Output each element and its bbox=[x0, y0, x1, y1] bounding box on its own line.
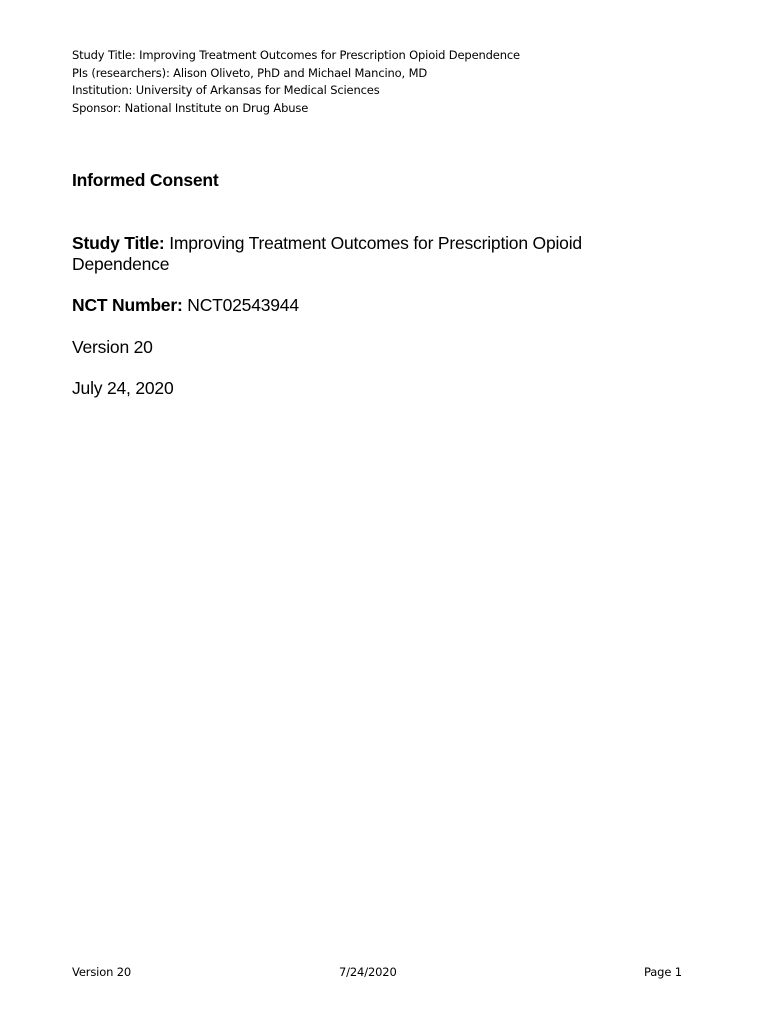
footer-version: Version 20 bbox=[72, 965, 132, 979]
study-title-label: Study Title: bbox=[72, 233, 165, 253]
header-sponsor: Sponsor: National Institute on Drug Abuse bbox=[72, 100, 309, 115]
study-title-block bbox=[72, 233, 672, 275]
study-title-value: Improving Treatment Outcomes for Prescription Opioid Dependence bbox=[72, 233, 582, 274]
footer-page-number: Page 1 bbox=[644, 965, 682, 979]
nct-number-value: NCT02543944 bbox=[187, 295, 299, 315]
document-header bbox=[72, 47, 712, 117]
header-pis: PIs (researchers): Alison Oliveto, PhD and Michael Mancino, MD bbox=[72, 65, 428, 80]
nct-number-block bbox=[72, 295, 672, 316]
version-text: Version 20 bbox=[72, 337, 153, 357]
document-date: July 24, 2020 bbox=[72, 378, 174, 398]
footer-date: 7/24/2020 bbox=[339, 965, 397, 979]
nct-number-label: NCT Number: bbox=[72, 295, 183, 315]
header-institution: Institution: University of Arkansas for Medical Sciences bbox=[72, 83, 380, 97]
informed-consent-heading: Informed Consent bbox=[72, 170, 219, 190]
header-study-title: Study Title: Improving Treatment Outcomes for Prescription Opioid Dependence bbox=[72, 48, 520, 62]
